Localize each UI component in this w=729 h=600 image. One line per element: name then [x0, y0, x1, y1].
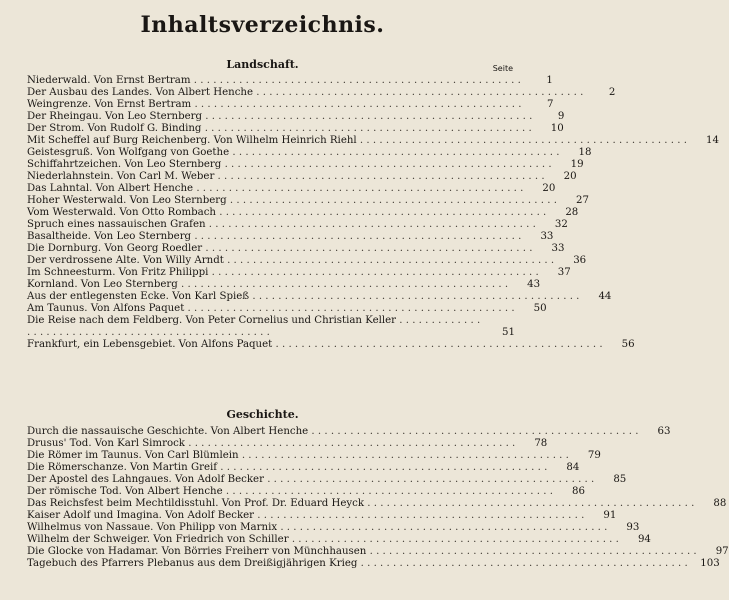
toc-entry: [27, 183, 556, 195]
dot-leader: . . . . . . . . . . . . . . . . . . . . . . . . . . . . . . . . . . . . . . . . . . . . . . . . . . .: [191, 99, 522, 110]
dot-leader: . . . . . . . . . . . . . . . . . . . . . . . . . . . . . . . . . . . . . . . . . . . . . . . . . . .: [208, 267, 539, 278]
dot-leader: . . . . . . . . . . . . . . . . . . . . . . . . . . . . . . . . . . . . . . . . . . . . . . . . . . .: [201, 123, 532, 134]
toc-entry-page: 85: [613, 474, 627, 485]
toc-entry-title: Das Reichsfest beim Mechtildisstuhl. Von Prof. Dr. Eduard Heyck . . . . . . . . . . . . . . . . . . . . . . . . . . . . . . . . . . . . . . . . . . . . . . . . . . .: [27, 498, 695, 509]
toc-entry-page: 51: [502, 327, 515, 338]
toc-entry-title: Kornland. Von Leo Sternberg . . . . . . . . . . . . . . . . . . . . . . . . . . . . . . . . . . . . . . . . . . . . . . . . . . .: [27, 279, 509, 290]
dot-leader: . . . . . . . . . . . . . . . . . . . . . . . . . . . . . . . . . . . . . . . . . . . . . . . . . . .: [191, 231, 522, 242]
toc-entry-page: 103: [700, 558, 720, 569]
toc-entry-title: Das Lahntal. Von Albert Henche . . . . . . . . . . . . . . . . . . . . . . . . . . . . . . . . . . . . . . . . . . . . . . . . . . .: [27, 183, 524, 194]
toc-entry: [27, 147, 592, 159]
page-column-label: Seite: [492, 64, 513, 73]
toc-entry: [27, 87, 616, 99]
toc-entry: [27, 195, 589, 207]
toc-entry-page: 43: [527, 279, 541, 290]
page-title: Inhaltsverzeichnis.: [140, 12, 385, 38]
toc-entry: [27, 123, 564, 135]
dot-leader: . . . . . . . . . . . . . . . . . . . . . . . . . . . . . . . . . . . . . . . . . . . . . . . . . . .: [177, 279, 509, 290]
toc-entry-title: Schiffahrtzeichen. Von Leo Sternberg . . . . . . . . . . . . . . . . . . . . . . . . . . . . . . . . . . . . . . . . . . . . . . . . . . .: [27, 159, 552, 170]
toc-entry-title: Weingrenze. Von Ernst Bertram . . . . . . . . . . . . . . . . . . . . . . . . . . . . . . . . . . . . . . . . . . . . . . . . . . .: [27, 99, 522, 110]
toc-entry-page: 44: [598, 291, 612, 302]
toc-entry: [27, 546, 729, 558]
toc-entry-title: Der Rheingau. Von Leo Sternberg . . . . . . . . . . . . . . . . . . . . . . . . . . . . . . . . . . . . . . . . . . . . . . . . . . .: [27, 111, 533, 122]
toc-entry-page: 63: [657, 426, 671, 437]
dot-leader: . . . . . . . . . . . . . . . . . . . . . . . . . . . . . . . . . . . . . . . . . . . . . . . . . . .: [366, 546, 697, 557]
toc-entry: [27, 231, 554, 243]
toc-entry: [27, 267, 571, 279]
toc-entry-page: 33: [551, 243, 565, 254]
dot-leader: . . . . . . . . . . . . . . . . . . . . . . . . . . . . . . . . . . . . . . . . . . . . . . . . . . .: [221, 159, 552, 170]
toc-entry-page: 94: [637, 534, 651, 545]
toc-entry-title: Aus der entlegensten Ecke. Von Karl Spieß . . . . . . . . . . . . . . . . . . . . . . . . . . . . . . . . . . . . . . . . . . . . . . . . . . .: [27, 291, 580, 302]
toc-entry-page: 20: [542, 183, 556, 194]
dot-leader: . . . . . . . . . . . . . . . . . . . . . . . . . . . . . . . . . . . . . . . . . . . . . . . . . . .: [184, 438, 516, 449]
toc-entry-page: 32: [554, 219, 568, 230]
dot-leader: . . . . . . . . . . . . . . . . . . . . . . . . . . . . . . . . . . . . . . . . . . . . . . . . . . .: [263, 474, 595, 485]
toc-entry-title: Vom Westerwald. Von Otto Rombach . . . . . . . . . . . . . . . . . . . . . . . . . . . . . . . . . . . . . . . . . . . . . . . . . . .: [27, 207, 547, 218]
toc-entry-title: Die Glocke von Hadamar. Von Börries Freiherr von Münchhausen . . . . . . . . . . . . . . . . . . . . . . . . . . . . . . . . . . . . . . . . . . . . . . . . . . .: [27, 546, 697, 557]
toc-entry: [27, 303, 547, 315]
toc-entry-page: 86: [571, 486, 585, 497]
toc-entry-page: 2: [608, 87, 616, 98]
toc-entry: [27, 315, 515, 339]
toc-entry-title: Die Römer im Taunus. Von Carl Blümlein . . . . . . . . . . . . . . . . . . . . . . . . . . . . . . . . . . . . . . . . . . . . . . . . . . .: [27, 450, 569, 461]
toc-entry-title: Durch die nassauische Geschichte. Von Albert Henche . . . . . . . . . . . . . . . . . . . . . . . . . . . . . . . . . . . . . . . . . . . . . . . . . . .: [27, 426, 639, 437]
toc-entry-page: 9: [557, 111, 565, 122]
dot-leader: . . . . . . . . . . . . . . . . . . . . . . . . . . . . . . . . . . . . . . . . . . . . . . . . . . .: [226, 195, 557, 206]
toc-entry: [27, 207, 579, 219]
toc-entry-title: Am Taunus. Von Alfons Paquet . . . . . . . . . . . . . . . . . . . . . . . . . . . . . . . . . . . . . . . . . . . . . . . . . . .: [27, 303, 515, 314]
toc-entry-title: Wilhelmus von Nassaue. Von Philipp von Marnix . . . . . . . . . . . . . . . . . . . . . . . . . . . . . . . . . . . . . . . . . . . . . . . . . . .: [27, 522, 608, 533]
toc-entry: [27, 426, 671, 438]
dot-leader: . . . . . . . . . . . . . . . . . . . . . . . . . . . . . . . . . . . . . . . . . . . . . . . . . . .: [184, 303, 515, 314]
toc-entry-page: 93: [626, 522, 640, 533]
toc-entry-page: 10: [550, 123, 564, 134]
toc-entry-page: 84: [566, 462, 580, 473]
dot-leader: . . . . . . . . . . . . . . . . . . . . . . . . . . . . . . . . . . . . . . . . . . . . . . . . . . .: [356, 135, 687, 146]
section-heading-landschaft: Landschaft.: [226, 58, 299, 71]
toc-entry: [27, 291, 612, 303]
toc-entry: [27, 462, 580, 474]
toc-entry-title: Kaiser Adolf und Imagina. Von Adolf Becker . . . . . . . . . . . . . . . . . . . . . . . . . . . . . . . . . . . . . . . . . . . . . . . . . . .: [27, 510, 585, 521]
toc-entry-page: 27: [576, 195, 589, 206]
toc-entry-title: Der römische Tod. Von Albert Henche . . . . . . . . . . . . . . . . . . . . . . . . . . . . . . . . . . . . . . . . . . . . . . . . . . .: [27, 486, 553, 497]
dot-leader: . . . . . . . . . . . . . . . . . . . . . . . . . . . . . . . . . . . . . . . . . . . . . . . . . . .: [277, 522, 608, 533]
toc-entry: [27, 135, 719, 147]
dot-leader: . . . . . . . . . . . . . . . . . . . . . . . . . . . . . . . . . . . . . . . . . . . . . . . . . . .: [253, 87, 584, 98]
dot-leader: . . . . . . . . . . . . . . . . . . . . . . . . . . . . . . . . . . . . . . . . . . . . . . . . . . .: [238, 450, 569, 461]
toc-entry: [27, 534, 651, 546]
toc-entry-title: Niederlahnstein. Von Carl M. Weber . . . . . . . . . . . . . . . . . . . . . . . . . . . . . . . . . . . . . . . . . . . . . . . . . . .: [27, 171, 545, 182]
toc-entry-title: Die Reise nach dem Feldberg. Von Peter Cornelius und Christian Keller . . . . . . . . . . . . . . . . . . . . . . . . . . . . . . . . . . . . . . . . . . . . . . . . . . .: [27, 315, 481, 338]
toc-entry-page: 36: [573, 255, 587, 266]
dot-leader: . . . . . . . . . . . . . . . . . . . . . . . . . . . . . . . . . . . . . . . . . . . . . . . . . . .: [215, 207, 547, 218]
toc-entry-page: 1: [546, 75, 553, 86]
toc-entry-title: Die Römerschanze. Von Martin Greif . . . . . . . . . . . . . . . . . . . . . . . . . . . . . . . . . . . . . . . . . . . . . . . . . . .: [27, 462, 548, 473]
toc-entry: [27, 339, 635, 351]
toc-entry-page: 14: [706, 135, 719, 146]
dot-leader: . . . . . . . . . . . . . . . . . . . . . . . . . . . . . . . . . . . . . . . . . . . . . . . . . . .: [357, 558, 688, 569]
toc-entry: [27, 255, 587, 267]
toc-entry-title: Spruch eines nassauischen Grafen . . . . . . . . . . . . . . . . . . . . . . . . . . . . . . . . . . . . . . . . . . . . . . . . . . .: [27, 219, 536, 230]
dot-leader: . . . . . . . . . . . . . . . . . . . . . . . . . . . . . . . . . . . . . . . . . . . . . . . . . . .: [249, 291, 580, 302]
toc-entry-title: Drusus' Tod. Von Karl Simrock . . . . . . . . . . . . . . . . . . . . . . . . . . . . . . . . . . . . . . . . . . . . . . . . . . .: [27, 438, 516, 449]
toc-entry-title: Die Dornburg. Von Georg Roedler . . . . . . . . . . . . . . . . . . . . . . . . . . . . . . . . . . . . . . . . . . . . . . . . . . .: [27, 243, 533, 254]
toc-entry-page: 56: [621, 339, 635, 350]
dot-leader: . . . . . . . . . . . . . . . . . . . . . . . . . . . . . . . . . . . . . . . . . . . . . . . . . . .: [222, 486, 553, 497]
toc-entry-page: 7: [547, 99, 554, 110]
section-heading-geschichte: Geschichte.: [226, 408, 299, 421]
toc-entry-page: 88: [713, 498, 727, 509]
toc-entry: [27, 498, 727, 510]
dot-leader: . . . . . . . . . . . . . . . . . . . . . . . . . . . . . . . . . . . . . . . . . . . . . . . . . . .: [254, 510, 585, 521]
toc-entry-page: 33: [540, 231, 554, 242]
toc-entry: [27, 243, 565, 255]
toc-entry-title: Basaltheide. Von Leo Sternberg . . . . . . . . . . . . . . . . . . . . . . . . . . . . . . . . . . . . . . . . . . . . . . . . . . .: [27, 231, 522, 242]
dot-leader: . . . . . . . . . . . . . . . . . . . . . . . . . . . . . . . . . . . . . . . . . . . . . . . . . . .: [308, 426, 639, 437]
dot-leader: . . . . . . . . . . . . . . . . . . . . . . . . . . . . . . . . . . . . . . . . . . . . . . . . . . .: [202, 111, 533, 122]
toc-entry: [27, 279, 541, 291]
dot-leader: . . . . . . . . . . . . . . . . . . . . . . . . . . . . . . . . . . . . . . . . . . . . . . . . . . .: [214, 171, 545, 182]
toc-entry-page: 50: [533, 303, 547, 314]
toc-entry: [27, 159, 584, 171]
toc-entry-title: Wilhelm der Schweiger. Von Friedrich von Schiller . . . . . . . . . . . . . . . . . . . . . . . . . . . . . . . . . . . . . . . . . . . . . . . . . . .: [27, 534, 619, 545]
toc-entry-page: 28: [565, 207, 579, 218]
toc-entry: [27, 522, 640, 534]
toc-entry-title: Hoher Westerwald. Von Leo Sternberg . . . . . . . . . . . . . . . . . . . . . . . . . . . . . . . . . . . . . . . . . . . . . . . . . . .: [27, 195, 557, 206]
dot-leader: . . . . . . . . . . . . . . . . . . . . . . . . . . . . . . . . . . . . . . . . . . . . . . . . . . .: [272, 339, 603, 350]
toc-entry-page: 20: [563, 171, 577, 182]
toc-entry: [27, 219, 568, 231]
toc-entry-title: Der Apostel des Lahngaues. Von Adolf Becker . . . . . . . . . . . . . . . . . . . . . . . . . . . . . . . . . . . . . . . . . . . . . . . . . . .: [27, 474, 595, 485]
toc-entry-page: 97: [715, 546, 729, 557]
toc-list-geschichte: [27, 426, 729, 570]
dot-leader: . . . . . . . . . . . . . . . . . . . . . . . . . . . . . . . . . . . . . . . . . . . . . . . . . . .: [202, 243, 533, 254]
toc-entry: [27, 450, 601, 462]
toc-entry-page: 19: [570, 159, 584, 170]
dot-leader: . . . . . . . . . . . . . . . . . . . . . . . . . . . . . . . . . . . . . . . . . . . . . . . . . . .: [193, 183, 524, 194]
toc-entry: [27, 474, 627, 486]
toc-entry-page: 79: [587, 450, 601, 461]
dot-leader: . . . . . . . . . . . . . . . . . . . . . . . . . . . . . . . . . . . . . . . . . . . . . . . . . . .: [190, 75, 521, 86]
toc-list-landschaft: [27, 75, 719, 351]
toc-entry: [27, 75, 553, 87]
toc-entry-page: 18: [578, 147, 592, 158]
dot-leader: . . . . . . . . . . . . . . . . . . . . . . . . . . . . . . . . . . . . . . . . . . . . . . . . . . .: [205, 219, 536, 230]
toc-entry-page: 78: [534, 438, 548, 449]
dot-leader: . . . . . . . . . . . . . . . . . . . . . . . . . . . . . . . . . . . . . . . . . . . . . . . . . . .: [217, 462, 548, 473]
toc-entry-page: 37: [557, 267, 571, 278]
toc-entry-title: Mit Scheffel auf Burg Reichenberg. Von Wilhelm Heinrich Riehl . . . . . . . . . . . . . . . . . . . . . . . . . . . . . . . . . . . . . . . . . . . . . . . . . . .: [27, 135, 687, 146]
toc-entry-page: 91: [603, 510, 617, 521]
dot-leader: . . . . . . . . . . . . . . . . . . . . . . . . . . . . . . . . . . . . . . . . . . . . . . . . . . .: [288, 534, 619, 545]
toc-entry: [27, 111, 565, 123]
toc-entry-title: Der verdrossene Alte. Von Willy Arndt . . . . . . . . . . . . . . . . . . . . . . . . . . . . . . . . . . . . . . . . . . . . . . . . . . .: [27, 255, 555, 266]
toc-entry: [27, 99, 554, 111]
toc-entry-title: Im Schneesturm. Von Fritz Philippi . . . . . . . . . . . . . . . . . . . . . . . . . . . . . . . . . . . . . . . . . . . . . . . . . . .: [27, 267, 539, 278]
dot-leader: . . . . . . . . . . . . . . . . . . . . . . . . . . . . . . . . . . . . . . . . . . . . . . . . . . .: [223, 255, 555, 266]
toc-entry-title: Der Ausbau des Landes. Von Albert Henche . . . . . . . . . . . . . . . . . . . . . . . . . . . . . . . . . . . . . . . . . . . . . . . . . . .: [27, 87, 584, 98]
dot-leader: . . . . . . . . . . . . . . . . . . . . . . . . . . . . . . . . . . . . . . . . . . . . . . . . . . .: [27, 315, 481, 338]
toc-entry-title: Der Strom. Von Rudolf G. Binding . . . . . . . . . . . . . . . . . . . . . . . . . . . . . . . . . . . . . . . . . . . . . . . . . . .: [27, 123, 532, 134]
toc-entry: [27, 486, 585, 498]
toc-entry-title: Niederwald. Von Ernst Bertram . . . . . . . . . . . . . . . . . . . . . . . . . . . . . . . . . . . . . . . . . . . . . . . . . . .: [27, 75, 521, 86]
toc-entry-title: Tagebuch des Pfarrers Plebanus aus dem Dreißigjährigen Krieg . . . . . . . . . . . . . . . . . . . . . . . . . . . . . . . . . . . . . . . . . . . . . . . . . . .: [27, 558, 688, 569]
toc-entry-title: Geistesgruß. Von Wolfgang von Goethe . . . . . . . . . . . . . . . . . . . . . . . . . . . . . . . . . . . . . . . . . . . . . . . . . . .: [27, 147, 560, 158]
toc-entry: [27, 171, 577, 183]
toc-entry-title: Frankfurt, ein Lebensgebiet. Von Alfons Paquet . . . . . . . . . . . . . . . . . . . . . . . . . . . . . . . . . . . . . . . . . . . . . . . . . . .: [27, 339, 603, 350]
toc-entry: [27, 558, 720, 570]
toc-entry: [27, 510, 617, 522]
dot-leader: . . . . . . . . . . . . . . . . . . . . . . . . . . . . . . . . . . . . . . . . . . . . . . . . . . .: [229, 147, 560, 158]
dot-leader: . . . . . . . . . . . . . . . . . . . . . . . . . . . . . . . . . . . . . . . . . . . . . . . . . . .: [364, 498, 695, 509]
toc-entry: [27, 438, 548, 450]
